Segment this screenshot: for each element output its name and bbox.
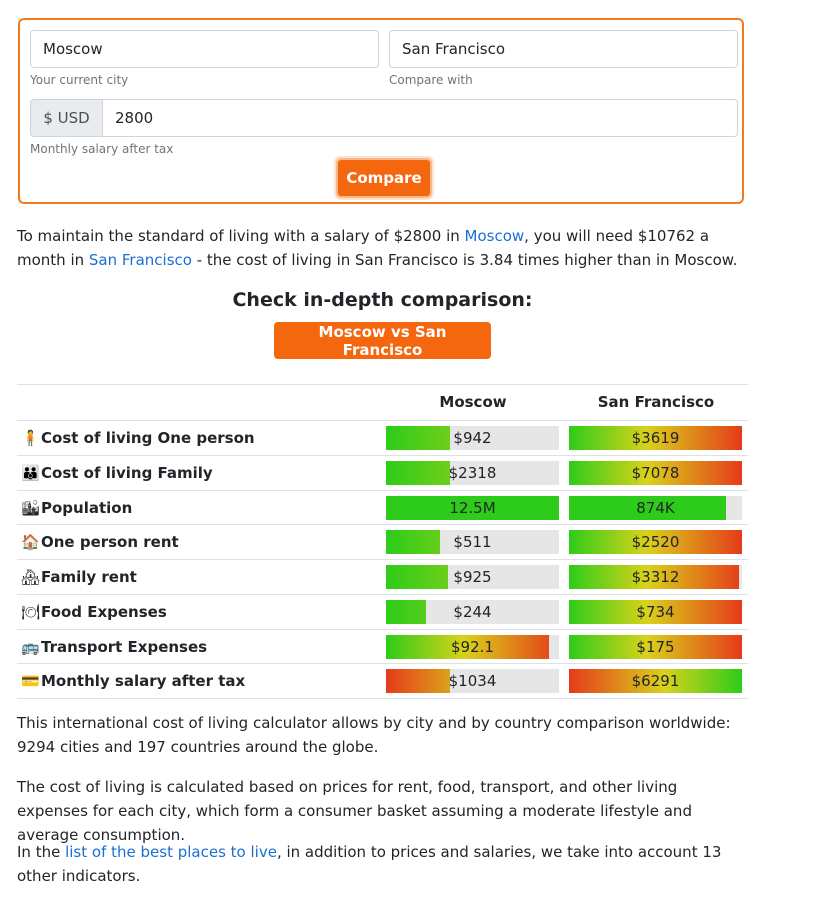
result-text-pre: To maintain the standard of living with a salary of $2800 in (17, 227, 465, 245)
value-bar-city2 (569, 426, 742, 450)
value-bar-city2 (569, 496, 742, 520)
value-bar-city1 (386, 496, 559, 520)
value-bar-city1 (386, 461, 559, 485)
city-icon: 🏙 (21, 498, 41, 517)
compare-button[interactable]: Compare (336, 158, 432, 198)
person-icon: 🧍 (21, 429, 40, 447)
table-row (17, 456, 748, 491)
currency-addon: $ USD (30, 99, 103, 137)
row-label-text: Cost of living Family (41, 463, 213, 482)
current-city-hint: Your current city (30, 73, 129, 87)
in-depth-comparison-button[interactable]: Moscow vs San Francisco (274, 322, 491, 359)
value-bar-city1 (386, 565, 559, 589)
value-bar-city2 (569, 600, 742, 624)
row-label-text: Family rent (41, 568, 137, 586)
value-bar-city1 (386, 530, 559, 554)
bus-icon: 🚌 (21, 637, 40, 656)
bar-value: $175 (636, 637, 675, 656)
compare-city-input[interactable] (389, 30, 738, 68)
table-body (17, 421, 748, 699)
value-bar-city1 (386, 426, 559, 450)
bar-value: $6291 (631, 672, 680, 691)
info-paragraph-3-pre: In the (17, 843, 66, 861)
bar-value: $925 (453, 568, 492, 586)
row-label-text: Population (41, 498, 133, 517)
salary-hint: Monthly salary after tax (30, 142, 174, 156)
compare-form (18, 18, 744, 204)
value-bar-city2 (569, 530, 742, 554)
row-label (21, 595, 167, 629)
result-text-post: - the cost of living in San Francisco is 3.84 times higher than in Moscow. (191, 251, 738, 269)
value-bar-city1 (386, 635, 559, 659)
table-row (17, 560, 748, 595)
result-text (17, 224, 747, 272)
bar-value: $734 (636, 602, 675, 621)
bar-value: $3619 (631, 429, 680, 447)
table-row (17, 491, 748, 526)
bar-value: 874K (636, 498, 675, 517)
value-bar-city2 (569, 635, 742, 659)
food-icon: 🍽 (21, 602, 41, 621)
compare-city-link[interactable]: San Francisco (88, 251, 192, 269)
bar-value: $2318 (448, 463, 497, 482)
row-label (21, 491, 132, 525)
table-header (17, 384, 748, 421)
in-depth-heading: Check in-depth comparison: (232, 289, 533, 311)
value-bar-city2 (569, 461, 742, 485)
info-paragraph-1: This international cost of living calculator allows by city and by country comparison worldwide: 9294 cities and 197 countries around the globe. (17, 714, 731, 756)
info-paragraph-3 (17, 840, 747, 888)
bar-value: $7078 (631, 463, 680, 482)
value-bar-city1 (386, 600, 559, 624)
family-icon: 👪 (21, 463, 40, 482)
row-label-text: Food Expenses (41, 602, 167, 621)
row-label-text: Monthly salary after tax (41, 672, 246, 691)
credit-card-icon: 💳 (21, 672, 40, 691)
bar-value: $92.1 (451, 637, 494, 656)
row-label (21, 630, 207, 664)
value-bar-city1 (386, 669, 559, 693)
row-label (21, 525, 179, 559)
houses-icon: 🏘 (21, 568, 41, 586)
best-places-link[interactable]: list of the best places to live (65, 843, 277, 861)
row-label-text: Transport Expenses (41, 637, 208, 656)
table-row (17, 664, 748, 699)
compare-city-hint: Compare with (389, 73, 473, 87)
column-header-city1: Moscow (439, 393, 507, 411)
bar-value: 12.5M (449, 498, 496, 517)
row-label (21, 664, 245, 698)
table-row (17, 595, 748, 630)
current-city-link[interactable]: Moscow (464, 227, 525, 245)
row-label (21, 421, 255, 455)
row-label (21, 456, 213, 490)
column-header-city2: San Francisco (597, 393, 715, 411)
bar-value: $3312 (631, 568, 680, 586)
bar-value: $1034 (448, 672, 497, 691)
value-bar-city2 (569, 669, 742, 693)
table-row (17, 525, 748, 560)
row-label (21, 560, 137, 594)
info-paragraph-3-post: , in addition to prices and salaries, we take into account 13 other indicators. (17, 843, 722, 885)
table-row (17, 630, 748, 665)
comparison-table (17, 384, 748, 699)
salary-input-group (30, 99, 738, 137)
bar-value: $2520 (631, 533, 680, 552)
result-text-mid: , you will need $10762 a month in (17, 227, 710, 269)
salary-input[interactable] (102, 99, 738, 137)
bar-value: $244 (453, 602, 492, 621)
row-label-text: Cost of living One person (41, 429, 255, 447)
house-icon: 🏠 (21, 533, 40, 552)
row-label-text: One person rent (41, 533, 179, 552)
table-row (17, 421, 748, 456)
bar-value: $942 (453, 429, 492, 447)
value-bar-city2 (569, 565, 742, 589)
current-city-input[interactable] (30, 30, 379, 68)
bar-value: $511 (453, 533, 492, 552)
info-paragraph-2: The cost of living is calculated based on prices for rent, food, transport, and other living expenses for each city, which form a consumer basket assuming a moderate lifestyle and average consumption. (17, 778, 692, 844)
